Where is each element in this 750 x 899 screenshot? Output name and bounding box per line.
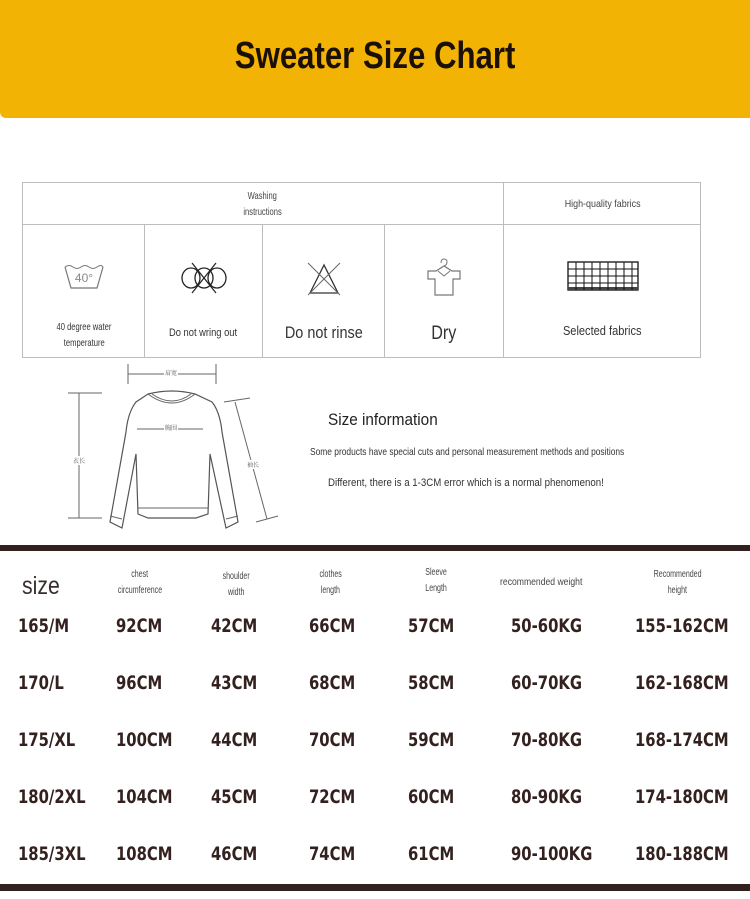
sweater-measurement-diagram	[60, 362, 300, 538]
clothes-header-line2: length	[321, 584, 341, 596]
column-header-shoulder	[206, 568, 266, 600]
cell-weight: 70-80KG	[511, 729, 583, 751]
cell-size: 175/XL	[18, 729, 76, 751]
clothes-header-line1: clothes	[319, 568, 343, 580]
fabrics-header-label: High-quality fabrics	[564, 197, 641, 210]
sweater-outline-icon	[60, 362, 300, 538]
cell-clothes-length: 74CM	[309, 843, 356, 865]
cell-size: 165/M	[18, 615, 70, 637]
cell-chest: 96CM	[116, 672, 163, 694]
cell-weight: 60-70KG	[511, 672, 583, 694]
cell-chest: 104CM	[116, 786, 173, 808]
do-not-wring-icon	[145, 261, 262, 295]
table-row	[0, 729, 750, 759]
shoulder-header-line1: shoulder	[222, 570, 250, 582]
wash-40-degree-icon	[23, 261, 144, 291]
no-rinse-text: Do not rinse	[284, 323, 363, 342]
table-top-divider	[0, 545, 750, 551]
cell-chest: 108CM	[116, 843, 173, 865]
chest-header-line1: chest	[131, 568, 149, 580]
no-rinse-cell	[263, 225, 385, 358]
cell-height: 155-162CM	[635, 615, 729, 637]
cell-height: 174-180CM	[635, 786, 729, 808]
table-row	[0, 786, 750, 816]
cell-sleeve: 59CM	[408, 729, 455, 751]
wash-40-label-line2: temperature	[63, 337, 104, 349]
wash-40-label-line1: 40 degree water	[56, 321, 111, 333]
hang-dry-icon	[385, 257, 503, 299]
shoulder-width-label: 肩宽	[164, 368, 178, 377]
wash-40-label	[23, 319, 144, 351]
table-row	[0, 672, 750, 702]
column-header-size: size	[22, 572, 60, 600]
size-info-note-1: Some products have special cuts and personal measurement methods and positions	[310, 446, 625, 458]
dry-text: Dry	[431, 323, 457, 344]
cell-size: 170/L	[18, 672, 64, 694]
column-header-sleeve-length	[406, 564, 466, 596]
fabrics-cell	[504, 225, 701, 358]
weight-header-line1: recommended weight	[499, 576, 583, 588]
fabrics-header	[504, 183, 701, 225]
dry-cell	[385, 225, 504, 358]
height-header-line2: height	[668, 584, 688, 596]
svg-text:40°: 40°	[74, 271, 93, 285]
cell-chest: 92CM	[116, 615, 163, 637]
cell-size: 180/2XL	[18, 786, 86, 808]
no-wring-label	[145, 327, 262, 339]
washing-instructions-table	[22, 182, 701, 358]
washing-header-line2: instructions	[243, 205, 283, 218]
sleeve-header-line2: Length	[425, 582, 447, 594]
chest-label: 胸围	[164, 423, 178, 432]
cell-size: 185/3XL	[18, 843, 86, 865]
cell-clothes-length: 72CM	[309, 786, 356, 808]
cell-clothes-length: 70CM	[309, 729, 356, 751]
cell-sleeve: 60CM	[408, 786, 455, 808]
cell-chest: 100CM	[116, 729, 173, 751]
shoulder-header-line2: width	[227, 586, 245, 598]
no-wring-cell	[145, 225, 263, 358]
cell-height: 168-174CM	[635, 729, 729, 751]
table-bottom-divider	[0, 884, 750, 891]
cell-weight: 80-90KG	[511, 786, 583, 808]
cell-height: 180-188CM	[635, 843, 729, 865]
column-header-chest	[100, 566, 180, 598]
size-info-title: Size information	[328, 410, 438, 429]
cell-shoulder: 43CM	[211, 672, 258, 694]
fabric-grid-icon	[504, 261, 701, 291]
cell-sleeve: 57CM	[408, 615, 455, 637]
washing-header	[23, 183, 504, 225]
dry-label	[385, 323, 503, 345]
cell-weight: 50-60KG	[511, 615, 583, 637]
size-info-note-2: Different, there is a 1-3CM error which is a normal phenomenon!	[328, 477, 604, 489]
height-header-line1: Recommended	[654, 568, 702, 580]
column-header-height	[638, 566, 718, 598]
chest-header-line2: circumference	[117, 584, 163, 596]
title-banner	[0, 0, 750, 118]
page-title: Sweater Size Chart	[234, 34, 516, 77]
cell-weight: 90-100KG	[511, 843, 593, 865]
cell-clothes-length: 66CM	[309, 615, 356, 637]
fabrics-text: Selected fabrics	[563, 323, 642, 338]
cell-clothes-length: 68CM	[309, 672, 356, 694]
cell-sleeve: 58CM	[408, 672, 455, 694]
cell-shoulder: 46CM	[211, 843, 258, 865]
no-wring-text: Do not wring out	[169, 327, 238, 339]
cell-shoulder: 42CM	[211, 615, 258, 637]
cell-sleeve: 61CM	[408, 843, 455, 865]
cell-height: 162-168CM	[635, 672, 729, 694]
do-not-bleach-icon	[263, 261, 384, 297]
column-header-clothes-length	[301, 566, 361, 598]
table-row	[0, 615, 750, 645]
cell-shoulder: 45CM	[211, 786, 258, 808]
washing-header-line1: Washing	[248, 189, 278, 202]
fabrics-label	[504, 323, 701, 338]
table-row	[0, 843, 750, 873]
wash-40-cell	[23, 225, 145, 358]
sleeve-length-label: 袖长	[246, 460, 260, 469]
column-header-weight	[486, 574, 596, 590]
body-length-label: 衣长	[72, 456, 86, 465]
sleeve-header-line1: Sleeve	[425, 566, 447, 578]
no-rinse-label	[263, 323, 384, 343]
cell-shoulder: 44CM	[211, 729, 258, 751]
